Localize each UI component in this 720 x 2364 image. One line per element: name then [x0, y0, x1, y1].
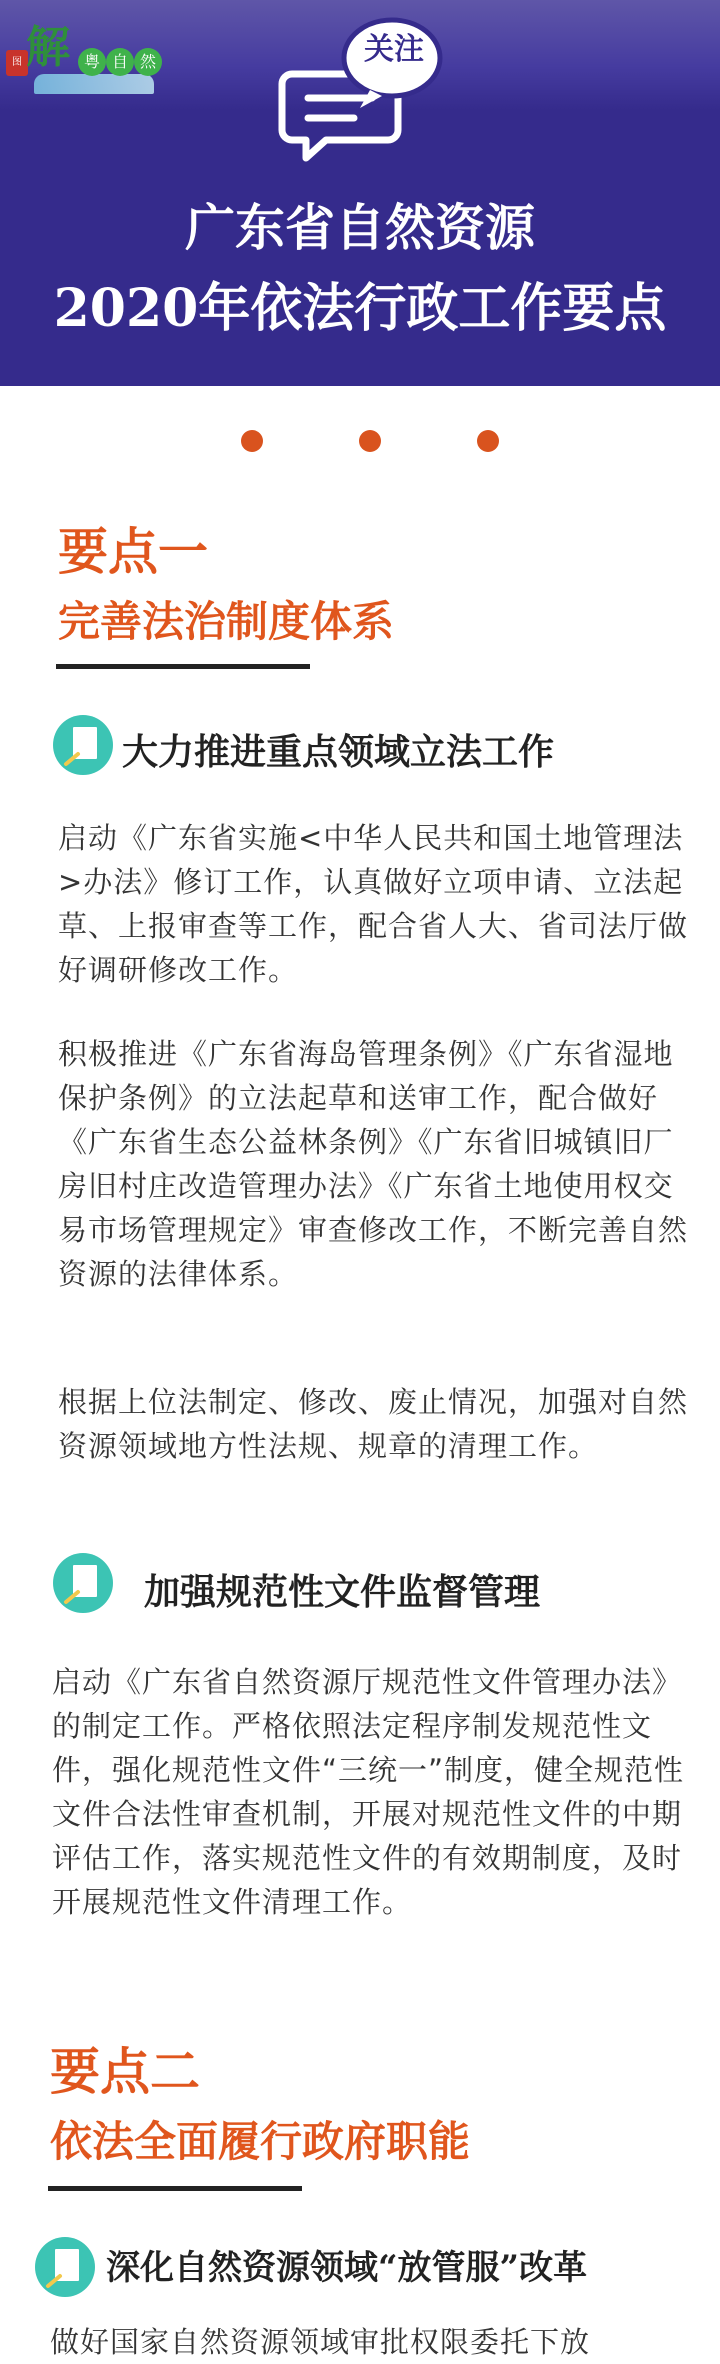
paragraph: 根据上位法制定、修改、废止情况，加强对自然资源领域地方性法规、规章的清理工作。 — [58, 1385, 689, 1463]
badge-follow: 关注 — [364, 32, 424, 67]
section-2-title: 依法全面履行政府职能 — [50, 2117, 471, 2166]
item-heading: 深化自然资源领域“放管服”改革 — [106, 2248, 588, 2288]
section-2-underline — [48, 2186, 302, 2191]
logo-chip-1: 粤 — [78, 48, 106, 76]
paragraph: 启动《广东省实施<中华人民共和国土地管理法>办法》修订工作，认真做好立项申请、立法起草、上报审查等工作，配合省人大、省司法厅做好调研修改工作。 — [58, 821, 689, 987]
logo-mountain — [34, 74, 154, 94]
note-icon — [34, 2236, 96, 2298]
logo-brush-character: 解 — [26, 22, 70, 73]
header-banner — [0, 0, 720, 386]
section-2-kicker: 要点二 — [50, 2042, 200, 2101]
dot-divider — [0, 386, 720, 496]
logo-seal: 图 — [6, 50, 28, 76]
item-heading: 大力推进重点领域立法工作 — [122, 731, 555, 773]
brand-logo[interactable] — [6, 6, 162, 98]
divider-dot — [359, 430, 381, 452]
logo-chip-3: 然 — [134, 48, 162, 76]
logo-chip-2: 自 — [106, 48, 134, 76]
section-1-underline — [56, 664, 310, 669]
note-icon — [52, 714, 114, 776]
section-1-title: 完善法治制度体系 — [58, 597, 395, 646]
note-icon — [52, 1552, 114, 1614]
divider-dot — [241, 430, 263, 452]
section-1-kicker: 要点一 — [58, 522, 208, 581]
paragraph: 积极推进《广东省海岛管理条例》《广东省湿地保护条例》的立法起草和送审工作，配合做好《广东省生态公益林条例》《广东省旧城镇旧厂房旧村庄改造管理办法》《广东省土地使用权交易市场管理规定》审查修改工作，不断完善自然资源的法律体系。 — [58, 1037, 689, 1291]
divider-dot — [477, 430, 499, 452]
paragraph: 启动《广东省自然资源厅规范性文件管理办法》的制定工作。严格依照法定程序制发规范性文件，强化规范性文件“三统一”制度，健全规范性文件合法性审查机制，开展对规范性文件的中期评估工作，落实规范性文件的有效期制度，及时开展规范性文件清理工作。 — [52, 1665, 685, 1919]
item-heading: 加强规范性文件监督管理 — [144, 1571, 541, 1613]
page-title-line2: 2020年依法行政工作要点 — [53, 278, 667, 339]
paragraph: 做好国家自然资源领域审批权限委托下放 — [50, 2325, 591, 2359]
page-title-line1: 广东省自然资源 — [185, 198, 535, 257]
